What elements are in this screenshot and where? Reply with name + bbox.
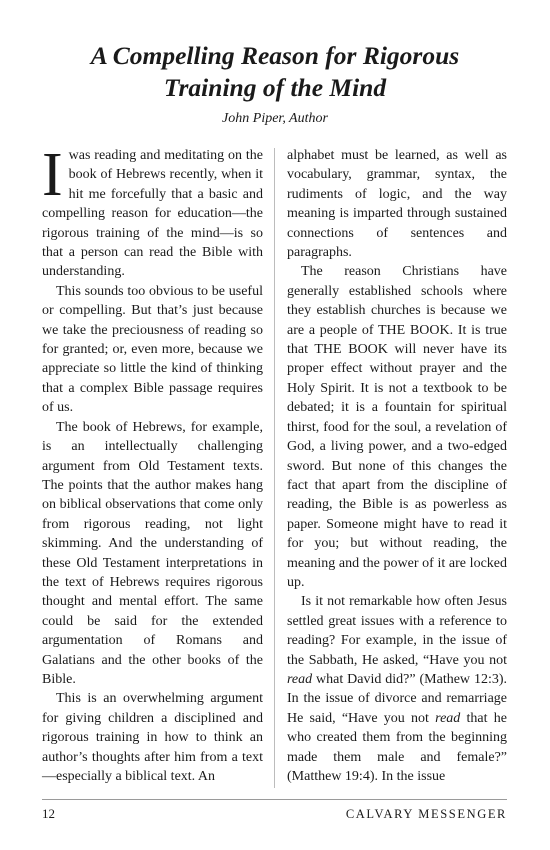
page-number: 12 bbox=[42, 806, 55, 821]
paragraph-1 bbox=[42, 141, 263, 282]
article-title-line-2: Training of the Mind bbox=[163, 73, 387, 102]
paragraph-7-text-a: Is it not remarkable how often Jesus settled great issues with a reference to reading? For example, in the issue of the Sabbath, He asked, “Have you not bbox=[287, 594, 507, 668]
article-title-line-1: A Compelling Reason for Rigorous bbox=[90, 41, 460, 70]
paragraph-4: This is an overwhelming argument for giving children a disciplined and rigorous training in how to think an author’s thoughts after him from a text—especially a biblical text. An bbox=[42, 691, 263, 784]
paragraph-3: The book of Hebrews, for example, is an intellectually challenging argument from Old Testament texts. The points that the author makes hang on biblical observations that come only from rigorous reading, not light skimming. And the understanding of these Old Testament interpretations in the text of Hebrews requires rigorous thought and mental effort. The same could be said for the extended argumentation of Romans and Galatians and the other books of the Bible. bbox=[42, 419, 263, 687]
publication-name: CALVARY MESSENGER bbox=[345, 807, 507, 821]
paragraph-7-emphasis-2: read bbox=[435, 710, 461, 726]
article-byline: John Piper, Author bbox=[222, 111, 328, 126]
footer-rule bbox=[42, 799, 507, 800]
paragraph-5: alphabet must be learned, as well as vocabulary, grammar, syntax, the rudiments of logic, and the way meaning is imparted through sustained connections of sentences and paragraphs. bbox=[287, 148, 507, 261]
right-text-column bbox=[287, 146, 507, 786]
paragraph-7-emphasis-1: read bbox=[287, 671, 313, 687]
paragraph-1-text: was reading and meditating on the book of Hebrews recently, when it hit me forcefully that a basic and compelling reason for education—the rigorous training of the mind—is so that a person can read the Bible with understanding. bbox=[42, 148, 263, 280]
paragraph-7-text-b: what David did?” (Mathew 12:3). In the issue of divorce and remarriage He said, “Have you not bbox=[287, 671, 507, 726]
paragraph-7 bbox=[287, 592, 507, 786]
article-title bbox=[30, 40, 520, 104]
paragraph-6: The reason Christians have generally established schools where they establish churches is because we are a people of THE BOOK. It is true that THE BOOK will never have its proper effect without prayer and the Holy Spirit. It is not a textbook to be debated; it is a fountain for spiritual thirst, food for the soul, a revelation of God, a living power, and a two-edged sword. But none of this changes the fact that apart from the discipline of reading, the Bible is as powerless as paper. Someone might have to read it for you; but without reading, the meaning and the power of it are locked up. bbox=[287, 264, 507, 590]
left-text-column bbox=[42, 141, 263, 786]
column-divider bbox=[274, 148, 275, 788]
drop-cap: I bbox=[42, 141, 63, 209]
paragraph-7-text-c: that he who created them from the beginning made them male and female?” (Matthew 19:4). In the issue bbox=[287, 710, 507, 784]
paragraph-2: This sounds too obvious to be useful or compelling. But that’s just because we take the preciousness of reading so for granted; or, even more, because we appreciate so little the kind of thinking that a complex Bible passage requires of us. bbox=[42, 283, 263, 416]
